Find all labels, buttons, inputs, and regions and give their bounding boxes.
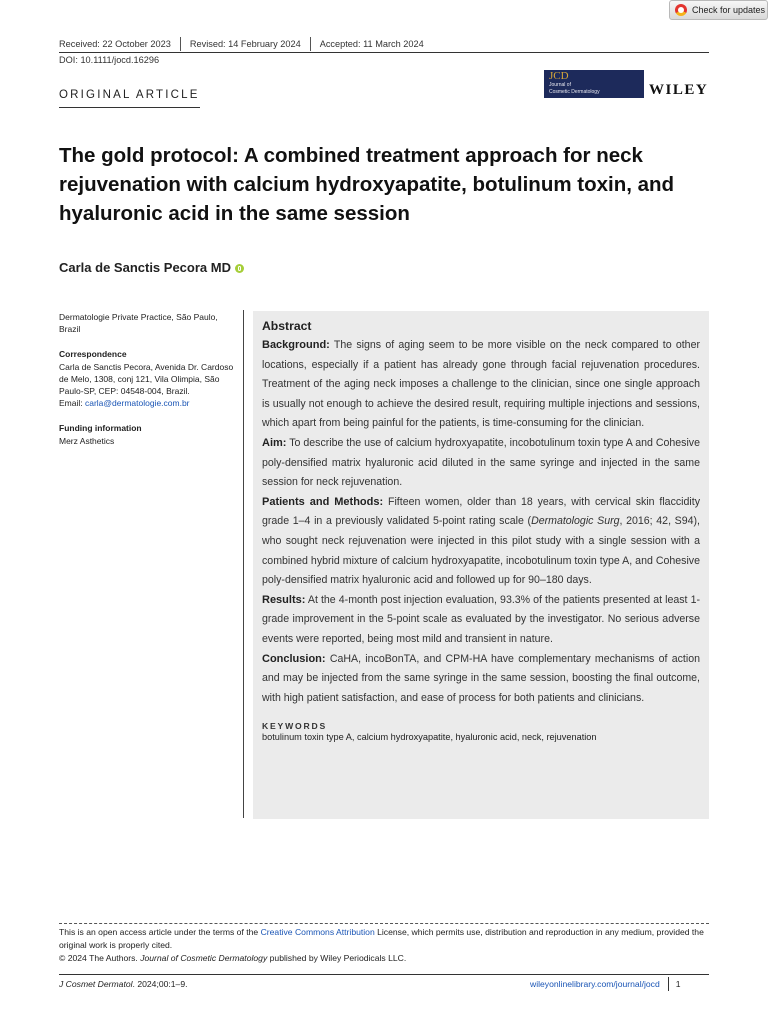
page-number: 1: [675, 979, 681, 989]
funding-text: Merz Asthetics: [59, 435, 115, 446]
affiliation: Dermatologie Private Practice, São Paulo, Brazil: [59, 312, 218, 335]
article-type-underline: [59, 107, 200, 108]
aim-text: To describe the use of calcium hydroxyapatite, incobotulinum toxin type A and Cohesive poly-densified matrix hyaluronic acid diluted in the same syringe and injected in the same session for neck rejuvenation.: [262, 436, 700, 489]
conclusion-text: CaHA, incoBonTA, and CPM-HA have complementary mechanisms of action and may be injected from the same syringe in the same session, boosting the final outcome, with high patient satisfaction, and ease of process for both patients and clinicians.: [262, 652, 700, 704]
funding-label: Funding information: [59, 423, 142, 434]
article-info-sidebar: [59, 311, 235, 460]
methods-citation-journal: Dermatologic Surg: [531, 515, 620, 528]
doi[interactable]: DOI: 10.1111/jocd.16296: [59, 55, 160, 65]
received-date: Received: 22 October 2023: [59, 39, 171, 49]
abstract-results: [262, 591, 700, 650]
copyright-text-1: © 2024 The Authors.: [59, 952, 141, 963]
check-for-updates-label: Check for updates: [692, 5, 766, 15]
page-separator: [668, 977, 669, 991]
journal-logo-abbrev: JCD: [549, 70, 569, 82]
journal-citation: [59, 979, 188, 989]
journal-logo-line2: Cosmetic Dermatology: [549, 88, 600, 95]
citation-details: . 2024;00:1–9.: [132, 979, 188, 989]
orcid-icon[interactable]: [235, 264, 244, 273]
email-label: Email:: [59, 398, 85, 409]
date-separator: [310, 37, 311, 51]
journal-url-link[interactable]: wileyonlinelibrary.com/journal/jocd: [530, 979, 660, 989]
license-notice: [59, 926, 719, 964]
author-line: [59, 260, 244, 275]
check-for-updates-button[interactable]: [669, 0, 768, 20]
copyright-text-2: published by Wiley Periodicals LLC.: [267, 952, 407, 963]
correspondence-block: [59, 348, 235, 409]
license-text: [59, 926, 719, 952]
header-rule: [59, 52, 709, 53]
date-separator: [180, 37, 181, 51]
footer-rule: [59, 974, 709, 975]
crossmark-icon: [675, 4, 687, 16]
publisher-logo[interactable]: WILEY: [649, 82, 709, 98]
methods-label: Patients and Methods:: [262, 495, 384, 508]
article-type: ORIGINAL ARTICLE: [59, 89, 200, 101]
journal-logo-line1: Journal of: [549, 82, 571, 88]
footer-right: [530, 977, 681, 991]
background-text: The signs of aging seem to be more visible on the neck compared to other locations, especially if a patient has already gone through facial rejuvenation procedures. Treatment of the aging neck imposes a challenge to the clinician, since one single approach is usually not enough to achieve the desired result, requiring multiple injections and sessions, which apart from being painful for the patients, is time-consuming for the clinician.: [262, 339, 700, 430]
article-title: The gold protocol: A combined treatment approach for neck rejuvenation with calcium hydroxyapatite, botulinum toxin, and hyaluronic acid in the same session: [59, 144, 675, 225]
revised-date: Revised: 14 February 2024: [189, 39, 301, 49]
correspondence-address: Carla de Sanctis Pecora, Avenida Dr. Cardoso de Melo, 1308, conj 121, Vila Olimpia, São Paulo-SP, CEP: 04548-004, Brazil.: [59, 361, 234, 397]
accepted-date: Accepted: 11 March 2024: [319, 39, 424, 49]
results-text: At the 4-month post injection evaluation, 93.3% of the patients presented at least 1-grade improvement in the 5-point scale as evaluated by the investigator. No serious adverse events were reported, being most mild and transient in nature.: [262, 593, 700, 645]
aim-label: Aim:: [262, 436, 287, 449]
conclusion-label: Conclusion:: [262, 652, 326, 665]
creative-commons-link[interactable]: Creative Commons Attribution: [260, 927, 375, 937]
author-name[interactable]: Carla de Sanctis Pecora MD: [59, 260, 231, 275]
results-label: Results:: [262, 593, 306, 606]
abstract-box: [253, 311, 709, 819]
background-label: Background:: [262, 339, 330, 351]
license-text-2: License, which permits use, distribution and reproduction in any medium, provided the original work is properly cited.: [59, 927, 704, 950]
correspondence-email: [59, 397, 235, 409]
license-text-1: This is an open access article under the terms of the: [59, 927, 261, 937]
journal-logo[interactable]: [544, 70, 644, 98]
copyright-line: [59, 952, 719, 965]
methods-text-1: Fifteen women, older than 18 years, with cervical skin flaccidity grade 1–4 in a previously validated 5-point rating scale (: [262, 495, 701, 528]
methods-text-2: , 2016; 42, S94), who sought neck rejuvenation were injected in this pilot study with a single session with a combined hybrid mixture of calcium hydroxyapatite, incobotulinum toxin type A, and Cohesive poly-densified matrix hyaluronic acid and followed up for 90–180 days.: [262, 515, 700, 587]
history-dates: [59, 37, 424, 51]
citation-journal: J Cosmet Dermatol: [59, 979, 133, 989]
email-link[interactable]: carla@dermatologie.com.br: [84, 398, 190, 409]
funding-block: [59, 422, 235, 446]
abstract-heading: Abstract: [262, 319, 312, 333]
abstract-aim: [262, 434, 700, 493]
copyright-journal: Journal of Cosmetic Dermatology: [140, 952, 268, 963]
abstract-conclusion: [262, 650, 700, 709]
keywords-heading: KEYWORDS: [262, 721, 328, 732]
correspondence-label: Correspondence: [59, 349, 127, 360]
keywords-list: botulinum toxin type A, calcium hydroxyapatite, hyaluronic acid, neck, rejuvenation: [262, 732, 597, 743]
abstract-background: [262, 336, 700, 434]
sidebar-divider: [243, 310, 244, 818]
abstract-methods: [262, 493, 700, 591]
footnote-rule: [59, 923, 709, 924]
